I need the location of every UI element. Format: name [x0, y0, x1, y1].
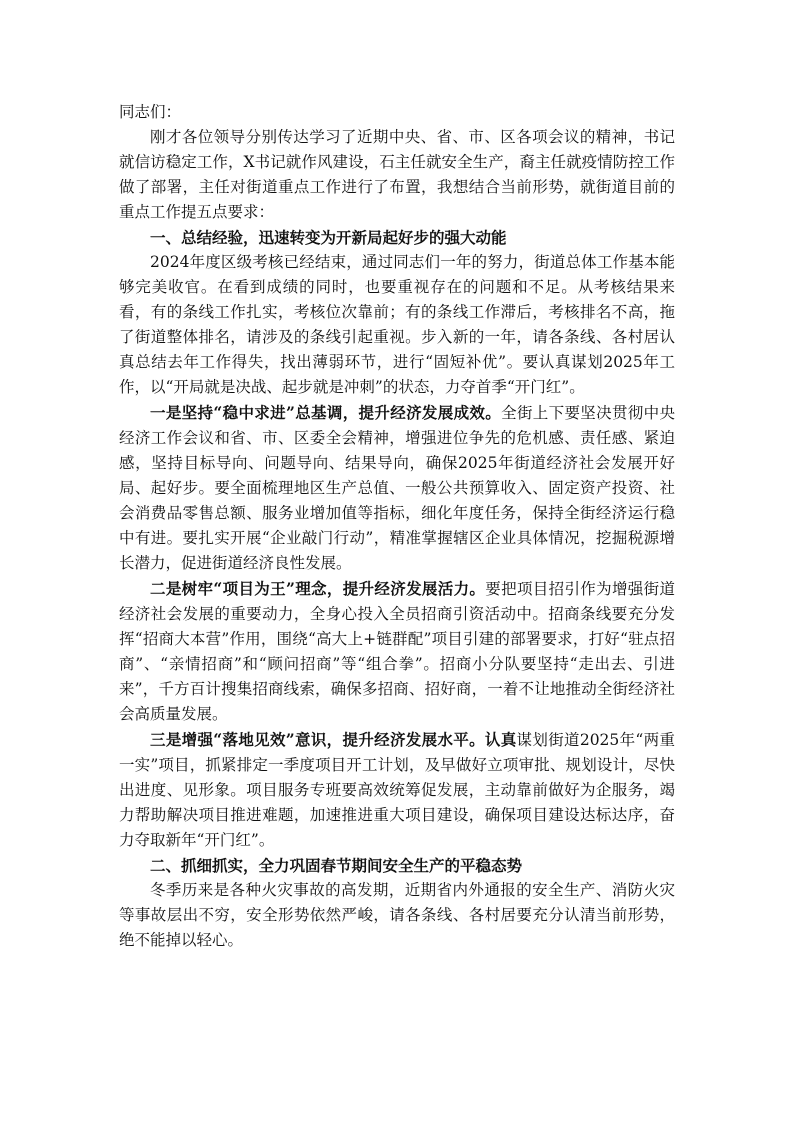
- point-3-paragraph: [119, 727, 675, 853]
- section-2-paragraph: 冬季历来是各种火灾事故的高发期，近期省内外通报的安全生产、消防火灾等事故层出不穷，安全形势依然严峻，请各条线、各村居要充分认清当前形势，绝不能掉以轻心。: [119, 881, 675, 949]
- opening-paragraph: 刚才各位领导分别传达学习了近期中央、省、市、区各项会议的精神，书记就信访稳定工作，X书记就作风建设，石主任就安全生产，裔主任就疫情防控工作做了部署，主任对街道重点工作进行了布置，我想结合当前形势，就街道目前的重点工作提五点要求：: [119, 128, 675, 221]
- section-1-heading: 一、总结经验，迅速转变为开新局起好步的强大动能: [150, 228, 507, 247]
- point-1-lead: 一是坚持“稳中求进”总基调，提升经济发展成效。: [150, 403, 502, 422]
- section-2-heading: 二、抓细抓实，全力巩固春节期间安全生产的平稳态势: [150, 856, 523, 875]
- point-2-body: 要把项目招引作为增强街道经济社会发展的重要动力，全身心投入全员招商引资活动中。招商条线要充分发挥“招商大本营”作用，围绕“高大上+链群配”项目引建的部署要求，打好“驻点招商”、“亲情招商”和“顾问招商”等“组合拳”。招商小分队要坚持“走出去、引进来”，千方百计搜集招商线索，确保多招商、招好商，一着不让地推动全街经济社会高质量发展。: [119, 580, 675, 723]
- point-3-lead: 三是增强“落地见效”意识，提升经济发展水平。认真: [150, 730, 517, 749]
- point-2-lead: 二是树牢“项目为王”理念，提升经济发展活力。: [150, 579, 486, 598]
- point-1-body: 全街上下要坚决贯彻中央经济工作会议和省、市、区委全会精神，增强进位争先的危机感、责任感、紧迫感，坚持目标导向、问题导向、结果导向，确保2025年街道经济社会发展开好局、起好步。要全面梳理地区生产总值、一般公共预算收入、固定资产投资、社会消费品零售总额、服务业增加值等指标，细化年度任务，保持全街经济运行稳中有进。要扎实开展“企业敲门行动”，精准掌握辖区企业具体情况，挖掘税源增长潜力，促进街道经济良性发展。: [119, 404, 675, 572]
- document-body: [119, 100, 675, 953]
- point-1-paragraph: [119, 400, 675, 576]
- salutation: 同志们：: [119, 103, 182, 121]
- section-1-paragraph: 2024年度区级考核已经结束，通过同志们一年的努力，街道总体工作基本能够完美收官。在看到成绩的同时，也要重视存在的问题和不足。从考核结果来看，有的条线工作扎实，考核位次靠前；有的条线工作滞后，考核排名不高，拖了街道整体排名，请涉及的条线引起重视。步入新的一年，请各条线、各村居认真总结去年工作得失，找出薄弱环节，进行“固短补优”。要认真谋划2025年工作，以“开局就是决战、起步就是冲刺”的状态，力夺首季“开门红”。: [119, 253, 675, 396]
- point-3-body: 谋划街道2025年“两重一实”项目，抓紧排定一季度项目开工计划，及早做好立项审批、规划设计，尽快出进度、见形象。项目服务专班要高效统筹促发展，主动靠前做好为企服务，竭力帮助解决项目推进难题，加速推进重大项目建设，确保项目建设达标达序，奋力夺取新年“开门红”。: [119, 731, 675, 849]
- point-2-paragraph: [119, 576, 675, 727]
